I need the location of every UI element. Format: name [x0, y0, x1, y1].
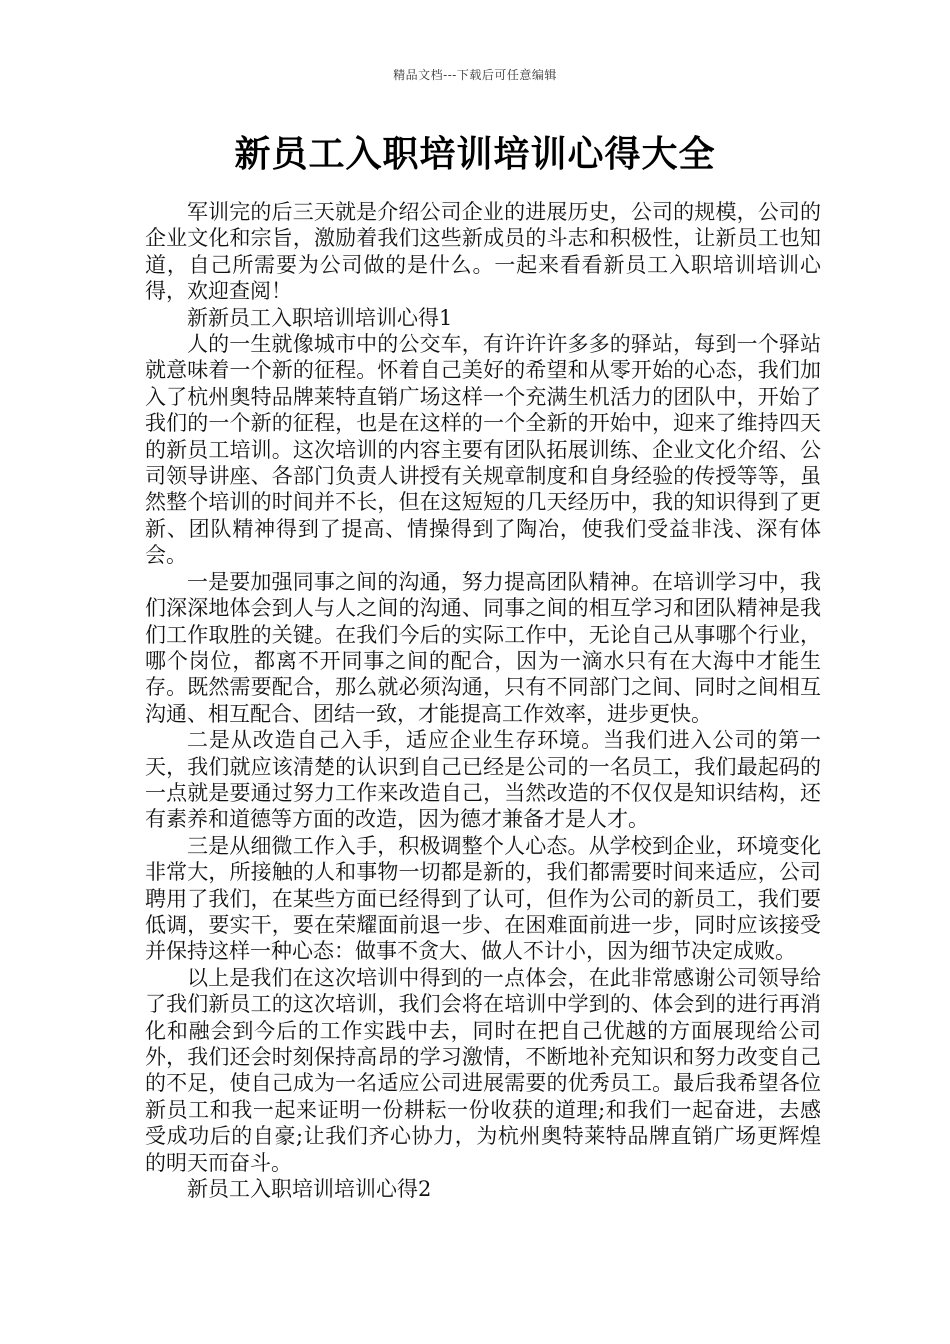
page-header: 精品文档---下载后可任意编辑: [393, 68, 557, 82]
body-paragraph: 以上是我们在这次培训中得到的一点体会，在此非常感谢公司领导给了我们新员工的这次培训，我们会将在培训中学到的、体会到的进行再消化和融会到今后的工作实践中去，同时在把自己优越的方面展现给公司外，我们还会时刻保持高昂的学习激情，不断地补充知识和努力改变自己的不足，使自己成为一名适应公司进展需要的优秀员工。最后我希望各位新员工和我一起来证明一份耕耘一份收获的道理;和我们一起奋进，去感受成功后的自豪;让我们齐心协力，为杭州奥特莱特品牌直销广场更辉煌的明天而奋斗。: [145, 965, 821, 1175]
intro-paragraph: 军训完的后三天就是介绍公司企业的进展历史，公司的规模，公司的企业文化和宗旨，激励着我们这些新成员的斗志和积极性，让新员工也知道，自己所需要为公司做的是什么。一起来看看新员工入职培训培训心得，欢迎查阅！: [145, 200, 821, 304]
body-paragraph: 二是从改造自己入手，适应企业生存环境。当我们进入公司的第一天，我们就应该清楚的认识到自己已经是公司的一名员工，我们最起码的一点就是要通过努力工作来改造自己，当然改造的不仅仅是知识结构，还有素养和道德等方面的改造，因为德才兼备才是人才。: [145, 728, 821, 832]
body-paragraph: 人的一生就像城市中的公交车，有许许许多多的驿站，每到一个驿站就意味着一个新的征程。怀着自己美好的希望和从零开始的心态，我们加入了杭州奥特品牌莱特直销广场这样一个充满生机活力的团队中，开始了我们的一个新的征程，也是在这样的一个全新的开始中，迎来了维持四天的新员工培训。这次培训的内容主要有团队拓展训练、企业文化介绍、公司领导讲座、各部门负责人讲授有关规章制度和自身经验的传授等等，虽然整个培训的时间并不长，但在这短短的几天经历中，我的知识得到了更新、团队精神得到了提高、情操得到了陶冶，使我们受益非浅、深有体会。: [145, 332, 821, 568]
section-heading-1: 新新员工入职培训培训心得1: [187, 305, 453, 330]
document-title: 新员工入职培训培训心得大全: [234, 134, 716, 175]
body-paragraph: 一是要加强同事之间的沟通，努力提高团队精神。在培训学习中，我们深深地体会到人与人之间的沟通、同事之间的相互学习和团队精神是我们工作取胜的关键。在我们今后的实际工作中，无论自己从事哪个行业，哪个岗位，都离不开同事之间的配合，因为一滴水只有在大海中才能生存。既然需要配合，那么就必须沟通，只有不同部门之间、同时之间相互沟通、相互配合、团结一致，才能提高工作效率，进步更快。: [145, 569, 821, 726]
section-heading-2: 新员工入职培训培训心得2: [187, 1177, 432, 1202]
document-body: [145, 199, 821, 1202]
body-paragraph: 三是从细微工作入手，积极调整个人心态。从学校到企业，环境变化非常大，所接触的人和事物一切都是新的，我们都需要时间来适应，公司聘用了我们，在某些方面已经得到了认可，但作为公司的新员工，我们要低调，要实干，要在荣耀面前退一步、在困难面前进一步，同时应该接受并保持这样一种心态：做事不贪大、做人不计小，因为细节决定成败。: [145, 833, 821, 964]
